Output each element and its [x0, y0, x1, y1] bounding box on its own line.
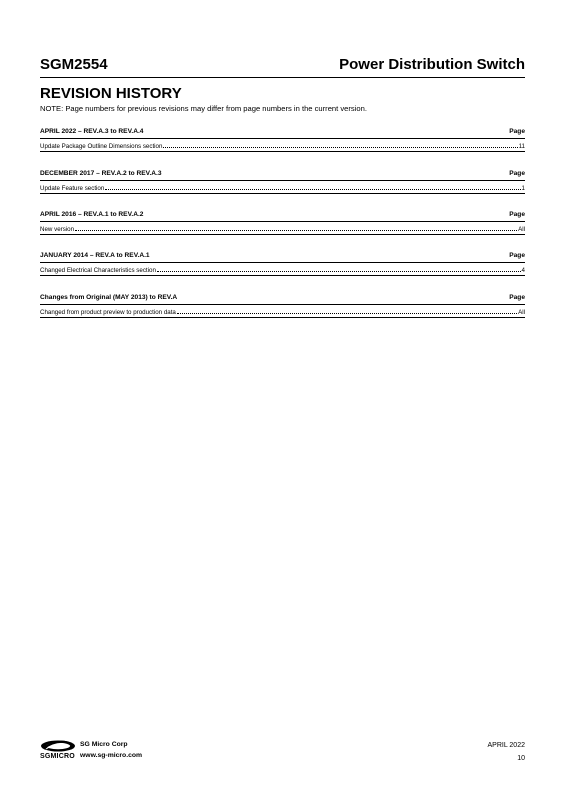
- revision-entry: [40, 294, 525, 318]
- revision-bottom-rule: [40, 275, 525, 276]
- revision-heading: DECEMBER 2017 – REV.A.2 to REV.A.3: [40, 170, 162, 177]
- revision-page-ref: All: [518, 226, 525, 233]
- page-column-label: Page: [509, 170, 525, 177]
- page-column-label: Page: [509, 128, 525, 135]
- revision-note: NOTE: Page numbers for previous revisions may differ from page numbers in the current version.: [40, 104, 367, 113]
- document-title: Power Distribution Switch: [339, 56, 525, 73]
- revision-description: New version: [40, 226, 75, 233]
- company-name: SG Micro Corp: [80, 741, 128, 748]
- revision-page-ref: All: [518, 309, 525, 316]
- footer-date: APRIL 2022: [487, 742, 525, 749]
- footer-logo: [40, 740, 180, 764]
- page-header: [40, 56, 525, 76]
- revision-heading: JANUARY 2014 – REV.A to REV.A.1: [40, 252, 150, 259]
- revision-rule: [40, 262, 525, 263]
- revision-page-ref: 4: [521, 267, 525, 274]
- revision-line: [40, 266, 525, 274]
- footer-page-number: 10: [517, 755, 525, 762]
- revision-line: [40, 225, 525, 233]
- company-website: www.sg-micro.com: [80, 752, 143, 759]
- sgmicro-logo-icon: [40, 740, 76, 752]
- revision-entry: [40, 128, 525, 152]
- revision-line: [40, 308, 525, 316]
- revision-rule: [40, 180, 525, 181]
- revision-rule: [40, 221, 525, 222]
- revision-description: Changed Electrical Characteristics section: [40, 267, 156, 274]
- dot-leader: [177, 308, 517, 314]
- revision-entry: [40, 252, 525, 276]
- revision-bottom-rule: [40, 317, 525, 318]
- revision-page-ref: 1: [521, 185, 525, 192]
- revision-bottom-rule: [40, 193, 525, 194]
- revision-rule: [40, 138, 525, 139]
- revision-entry: [40, 170, 525, 194]
- revision-bottom-rule: [40, 151, 525, 152]
- revision-line: [40, 142, 525, 150]
- dot-leader: [163, 142, 517, 148]
- revision-line: [40, 184, 525, 192]
- page-column-label: Page: [509, 294, 525, 301]
- dot-leader: [105, 184, 520, 190]
- revision-page-ref: 11: [518, 143, 525, 150]
- dot-leader: [157, 266, 521, 272]
- page-column-label: Page: [509, 252, 525, 259]
- header-rule: [40, 77, 525, 78]
- revision-heading: APRIL 2016 – REV.A.1 to REV.A.2: [40, 211, 144, 218]
- part-number: SGM2554: [40, 56, 108, 73]
- revision-description: Update Feature section: [40, 185, 105, 192]
- page-column-label: Page: [509, 211, 525, 218]
- revision-rule: [40, 304, 525, 305]
- revision-heading: APRIL 2022 – REV.A.3 to REV.A.4: [40, 128, 144, 135]
- section-title: REVISION HISTORY: [40, 85, 182, 102]
- revision-description: Changed from product preview to production data: [40, 309, 176, 316]
- logo-wordmark: SGMICRO: [40, 753, 75, 760]
- revision-bottom-rule: [40, 234, 525, 235]
- revision-description: Update Package Outline Dimensions section: [40, 143, 163, 150]
- revision-entry: [40, 211, 525, 235]
- dot-leader: [75, 225, 517, 231]
- revision-heading: Changes from Original (MAY 2013) to REV.A: [40, 294, 178, 301]
